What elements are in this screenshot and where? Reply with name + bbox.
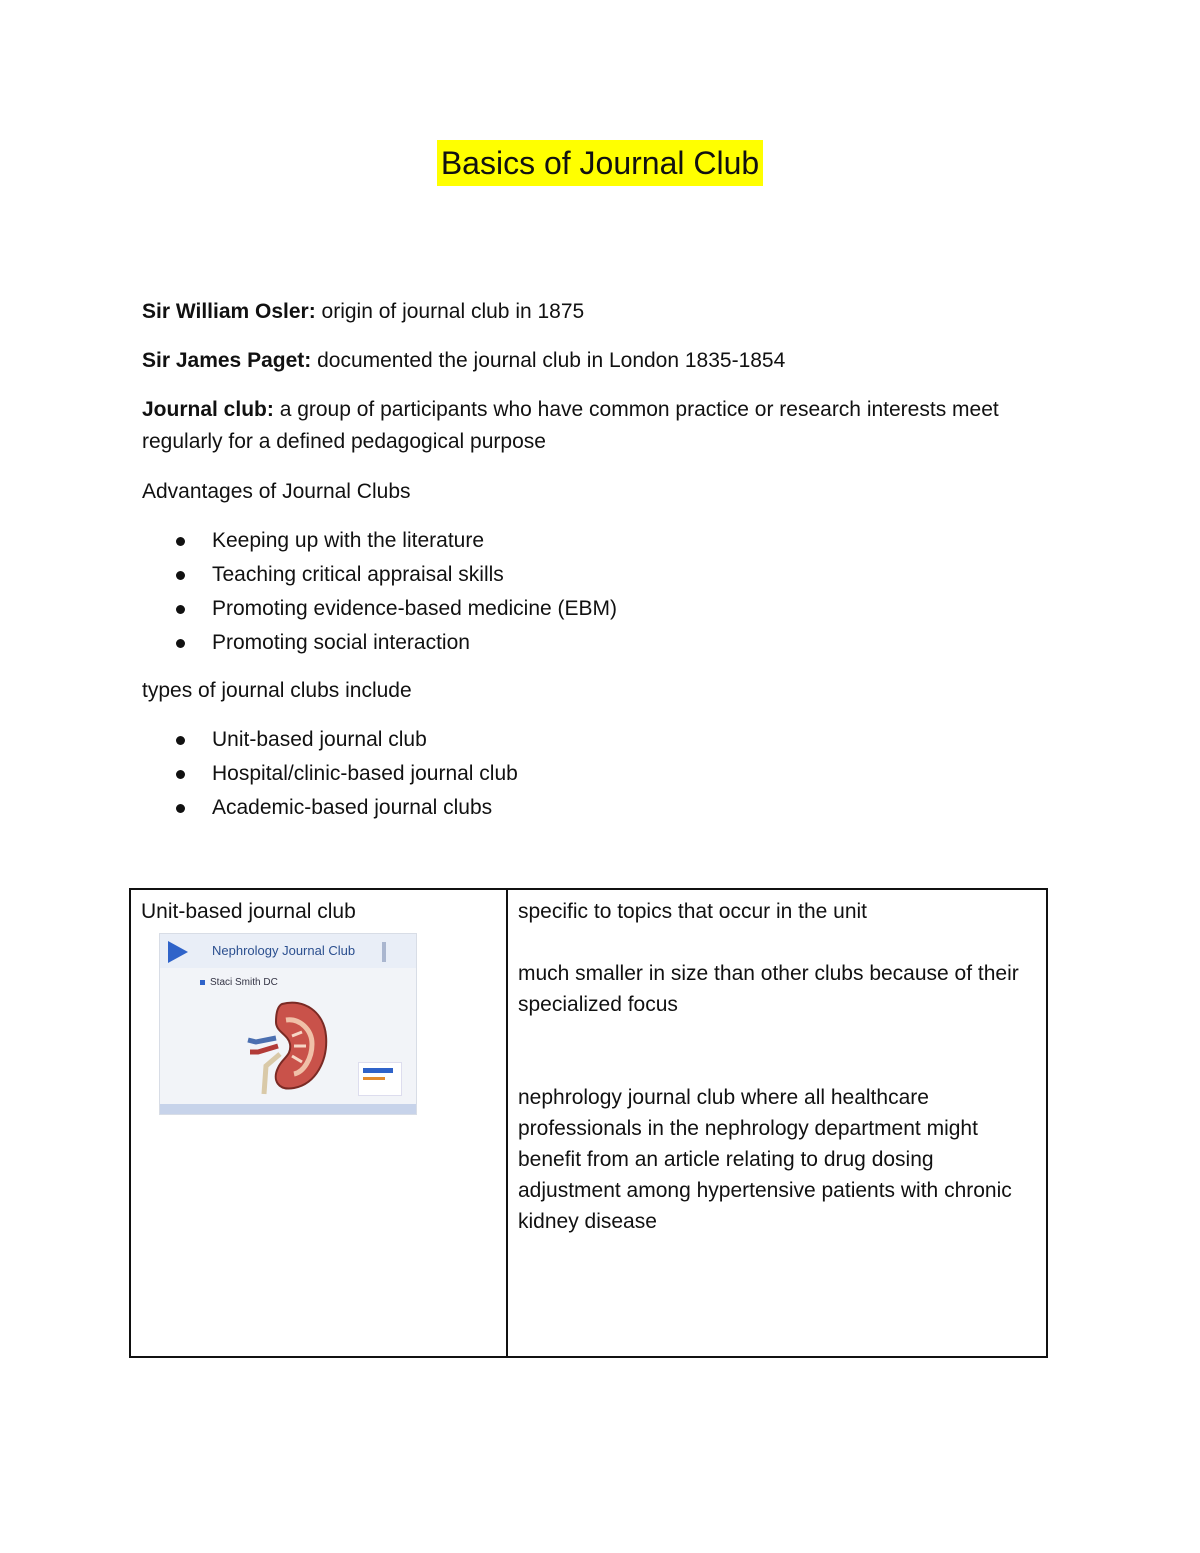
list-item-text: Academic-based journal clubs	[212, 796, 493, 819]
advantages-heading: Advantages of Journal Clubs	[142, 480, 411, 503]
logo-icon	[382, 942, 404, 962]
spacer	[518, 1020, 1036, 1082]
list-item	[142, 626, 617, 660]
slide-title: Nephrology Journal Club	[212, 943, 356, 958]
table-row	[130, 889, 1047, 1357]
cell-description: nephrology journal club where all healthcare professionals in the nephrology department might benefit from an article relating to drug dosing adjustment among hypertensive patients with chronic kidney disease	[518, 1086, 1012, 1233]
list-item-text: Promoting social interaction	[212, 631, 470, 654]
publisher-badge-icon	[358, 1062, 402, 1096]
bullet-icon	[176, 804, 185, 813]
slide-footer-bar	[160, 1104, 416, 1114]
types-list	[142, 723, 518, 825]
cell-description: much smaller in size than other clubs because of their specialized focus	[518, 962, 1019, 1016]
advantages-list	[142, 524, 617, 660]
definition-term: Sir James Paget:	[142, 349, 312, 372]
definition-paget	[142, 345, 1042, 377]
spacer	[518, 927, 1036, 958]
list-item	[142, 524, 617, 558]
bullet-icon	[176, 639, 185, 648]
play-arrow-icon	[168, 941, 188, 963]
slide-thumbnail	[159, 933, 417, 1115]
definition-text: origin of journal club in 1875	[315, 300, 585, 323]
page-title: Basics of Journal Club	[437, 140, 763, 186]
journal-club-table	[129, 888, 1048, 1358]
definition-term: Sir William Osler:	[142, 300, 316, 323]
list-item	[142, 791, 518, 825]
definition-term: Journal club:	[142, 398, 274, 421]
definition-text: a group of participants who have common practice or research interests meet regularly for a defined pedagogical purpose	[142, 398, 999, 453]
bullet-icon	[176, 571, 185, 580]
bullet-icon	[176, 537, 185, 546]
slide-bullet	[200, 977, 278, 989]
square-bullet-icon	[200, 980, 205, 985]
list-item-text: Teaching critical appraisal skills	[212, 563, 504, 586]
list-item-text: Promoting evidence-based medicine (EBM)	[212, 597, 618, 620]
bullet-icon	[176, 736, 185, 745]
bullet-icon	[176, 605, 185, 614]
definition-text: documented the journal club in London 1835-1854	[311, 349, 786, 372]
kidney-illustration-icon	[242, 996, 332, 1096]
types-heading: types of journal clubs include	[142, 679, 412, 702]
definition-journal-club	[142, 394, 1042, 458]
list-item-text: Hospital/clinic-based journal club	[212, 762, 518, 785]
cell-description: specific to topics that occur in the unit	[518, 900, 868, 923]
list-item-text: Keeping up with the literature	[212, 529, 485, 552]
list-item	[142, 723, 518, 757]
slide-bullet-text: Staci Smith DC	[210, 977, 278, 988]
list-item	[142, 558, 617, 592]
title-wrap	[0, 140, 1200, 186]
list-item	[142, 592, 617, 626]
definition-osler	[142, 296, 1042, 328]
table-cell-left	[130, 889, 507, 1357]
table-cell-right	[507, 889, 1047, 1357]
list-item	[142, 757, 518, 791]
cell-label: Unit-based journal club	[141, 900, 356, 923]
bullet-icon	[176, 770, 185, 779]
list-item-text: Unit-based journal club	[212, 728, 427, 751]
